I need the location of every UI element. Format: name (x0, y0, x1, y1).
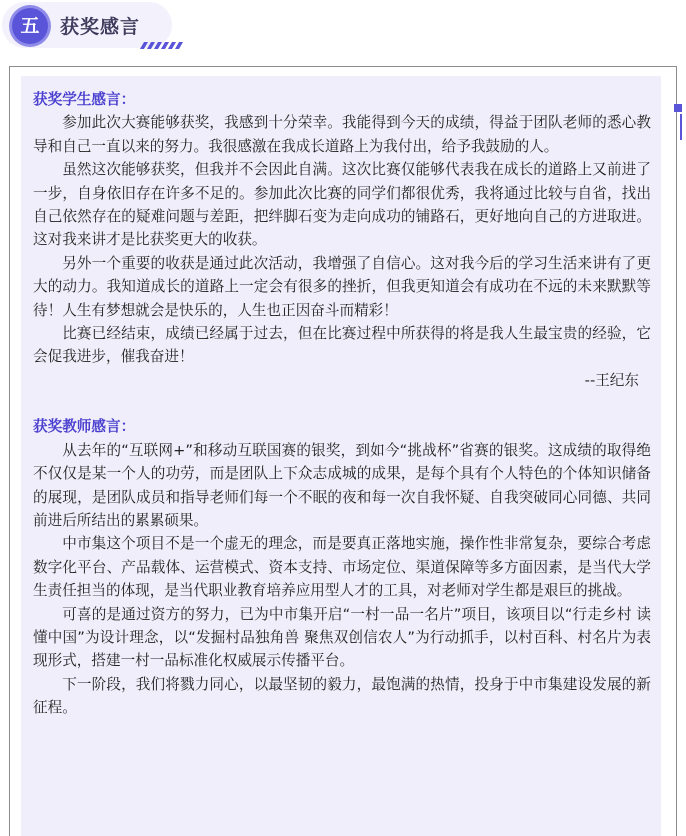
frame-corner-square-icon (674, 104, 682, 112)
teacher-paragraph: 下一阶段，我们将戮力同心，以最坚韧的毅力，最饱满的热情，投身于中市集建设发展的新征程。 (33, 675, 651, 717)
frame-accent-line (680, 114, 682, 140)
article-body (33, 88, 651, 720)
section-title: 获奖感言 (60, 16, 141, 38)
decorative-stripes-icon (142, 42, 181, 49)
teacher-paragraph: 从去年的“互联网+”和移动互联国赛的银奖，到如今“挑战杯”省赛的银奖。这成绩的取得绝不仅仅是某一个人的功劳，而是团队上下众志成城的成果，是每个具有个人特色的个体知识储备的展现，是团队成员和指导老师们每一个不眠的夜和每一次自我怀疑、自我突破同心同德、共同前进后所结出的累累硕果。 (33, 441, 651, 529)
student-paragraph: 另外一个重要的收获是通过此次活动，我增强了自信心。这对我今后的学习生活来讲有了更大的动力。我知道成长的道路上一定会有很多的挫折，但我更知道会有成功在不远的未来默默等待！人生有梦想就会是快乐的，人生也正因奋斗而精彩！ (33, 254, 651, 319)
teacher-paragraph: 中市集这个项目不是一个虚无的理念，而是要真正落地实施，操作性非常复杂，要综合考虑数字化平台、产品载体、运营模式、资本支持、市场定位、渠道保障等多方面因素，是当代大学生责任担当的体现，是当代职业教育培养应用型人才的工具，对老师对学生都是艰巨的挑战。 (33, 535, 651, 600)
teacher-section-heading: 获奖教师感言： (33, 418, 136, 436)
student-paragraph: 比赛已经结束，成绩已经属于过去，但在比赛过程中所获得的将是我人生最宝贵的经验，它会促我进步，催我奋进！ (33, 325, 651, 366)
student-signature: --王纪东 (584, 371, 639, 389)
student-paragraph: 虽然这次能够获奖，但我并不会因此自满。这次比赛仅能够代表我在成长的道路上又前进了一步，自身依旧存在许多不足的。参加此次比赛的同学们都很优秀，我将通过比较与自省，找出自己依然存在的疑难问题与差距，把绊脚石变为走向成功的铺路石，更好地向自己的方进取进。这对我来讲才是比获奖更大的收获。 (33, 161, 651, 249)
section-title-pill (2, 2, 172, 48)
teacher-paragraph: 可喜的是通过资方的努力，已为中市集开启“一村一品一名片”项目，该项目以“行走乡村 读懂中国”为设计理念，以“发掘村品独角兽 聚焦双创信农人”为行动抓手，以村百科、村名片为表现形式，搭建一村一品标准化权威展示传播平台。 (33, 605, 651, 670)
student-section-heading: 获奖学生感言： (33, 91, 136, 108)
section-spacer (33, 392, 651, 415)
section-header (0, 0, 686, 60)
section-number-badge: 五 (12, 8, 48, 44)
student-paragraph: 参加此次大赛能够获奖，我感到十分荣幸。我能得到今天的成绩，得益于团队老师的悉心教导和自己一直以来的努力。我很感激在我成长道路上为我付出，给予我鼓励的人。 (33, 114, 651, 155)
